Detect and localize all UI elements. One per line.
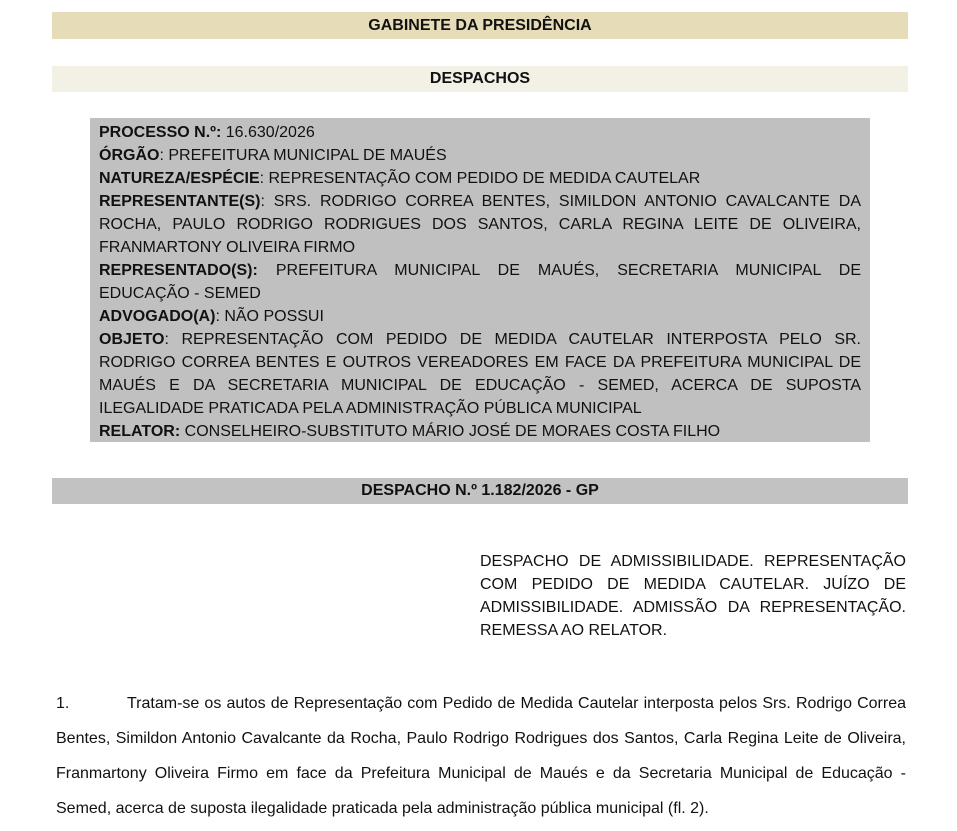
despacho-number-header	[52, 478, 908, 504]
representados-value: PREFEITURA MUNICIPAL DE MAUÉS, SECRETARIA MUNICIPAL DE EDUCAÇÃO - SEMED	[99, 262, 861, 302]
process-info-box	[90, 118, 870, 442]
advogado-line	[99, 305, 861, 328]
representados-line	[99, 259, 861, 305]
relator-line	[99, 420, 861, 443]
gabinete-title: GABINETE DA PRESIDÊNCIA	[368, 17, 592, 34]
section-header-despachos	[52, 66, 908, 92]
advogado-value: : NÃO POSSUI	[215, 308, 324, 325]
despachos-title: DESPACHOS	[429, 70, 531, 87]
objeto-value: : REPRESENTAÇÃO COM PEDIDO DE MEDIDA CAUTELAR INTERPOSTA PELO SR. RODRIGO CORREA BENTES E OUTROS VEREADORES EM FACE DA PREFEITURA MUNICIPAL DE MAUÉS E DA SECRETARIA MUNICIPAL DE EDUCAÇÃO - SEMED, ACERCA DE SUPOSTA ILEGALIDADE PRATICADA PELA ADMINISTRAÇÃO PÚBLICA MUNICIPAL	[99, 331, 861, 417]
despacho-title: DESPACHO N.º 1.182/2026 - GP	[361, 482, 599, 499]
processo-line	[99, 121, 861, 144]
orgao-value: : PREFEITURA MUNICIPAL DE MAUÉS	[159, 147, 447, 164]
paragraph-text: Tratam-se os autos de Representação com Pedido de Medida Cautelar interposta pelos Srs. Rodrigo Correa Bentes, Simildon Antonio Cavalcante da Rocha, Paulo Rodrigo Rodrigues dos Santos, Carla Regina Leite de Oliveira, Franmartony Oliveira Firmo em face da Prefeitura Municipal de Maués e da Secretaria Municipal de Educação - Semed, acerca de suposta ilegalidade praticada pela administração pública municipal (fl. 2).	[56, 695, 906, 817]
representantes-line	[99, 190, 861, 259]
orgao-label: ÓRGÃO	[99, 147, 160, 164]
objeto-line	[99, 328, 861, 420]
relator-value: CONSELHEIRO-SUBSTITUTO MÁRIO JOSÉ DE MORAES COSTA FILHO	[180, 423, 721, 440]
ementa-text: DESPACHO DE ADMISSIBILIDADE. REPRESENTAÇÃO COM PEDIDO DE MEDIDA CAUTELAR. JUÍZO DE ADMISSIBILIDADE. ADMISSÃO DA REPRESENTAÇÃO. REMESSA AO RELATOR.	[480, 553, 906, 639]
representantes-label: REPRESENTANTE(S)	[99, 193, 261, 210]
advogado-label: ADVOGADO(A)	[99, 308, 216, 325]
paragraph-number: 1.	[56, 695, 70, 712]
objeto-label: OBJETO	[99, 331, 165, 348]
orgao-line	[99, 144, 861, 167]
natureza-line	[99, 167, 861, 190]
paragraph-1	[56, 686, 906, 826]
processo-value: 16.630/2026	[221, 124, 315, 141]
relator-label: RELATOR:	[99, 423, 181, 440]
natureza-label: NATUREZA/ESPÉCIE	[99, 170, 260, 187]
representantes-value: : SRS. RODRIGO CORREA BENTES, SIMILDON ANTONIO CAVALCANTE DA ROCHA, PAULO RODRIGO RODRIGUES DOS SANTOS, CARLA REGINA LEITE DE OLIVEIRA, FRANMARTONY OLIVEIRA FIRMO	[99, 193, 861, 256]
representados-label: REPRESENTADO(S):	[99, 262, 258, 279]
processo-label: PROCESSO N.º:	[99, 124, 222, 141]
natureza-value: : REPRESENTAÇÃO COM PEDIDO DE MEDIDA CAUTELAR	[259, 170, 701, 187]
section-header-gabinete	[52, 12, 908, 39]
